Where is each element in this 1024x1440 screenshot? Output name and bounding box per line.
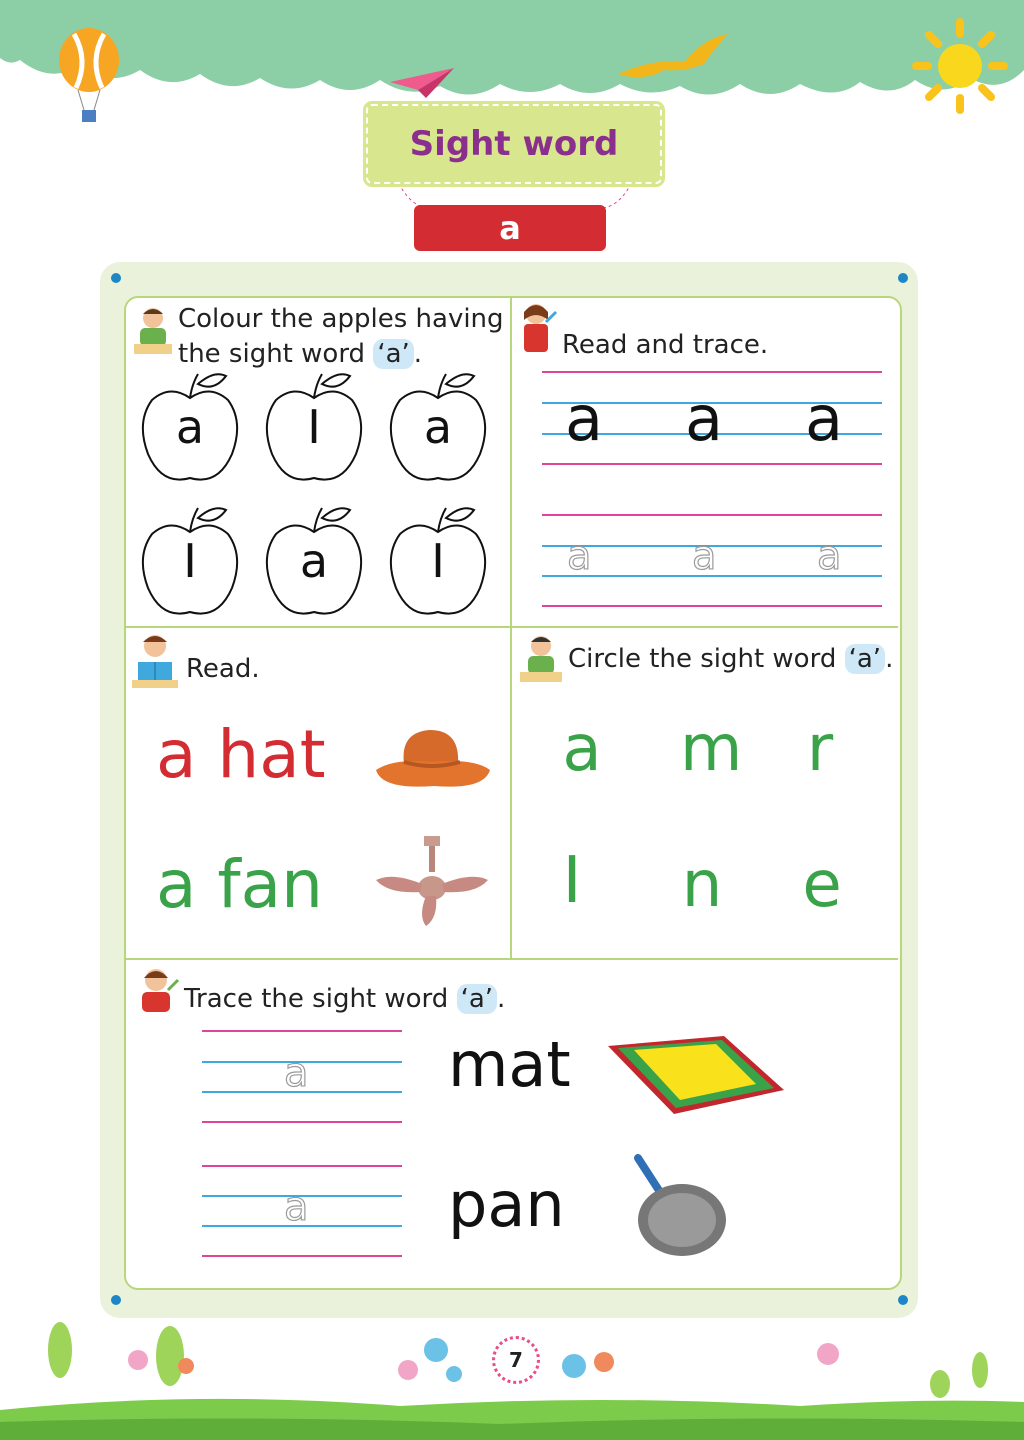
bird-icon	[614, 28, 734, 88]
instruction-text: the sight word	[178, 339, 374, 369]
instruction-text: .	[885, 644, 894, 674]
circle-letter[interactable]: I	[562, 844, 582, 918]
apple-outline[interactable]	[388, 504, 488, 624]
frying-pan-icon	[626, 1150, 730, 1262]
circle-letter[interactable]: a	[562, 712, 602, 786]
paper-plane-icon	[388, 62, 458, 102]
hot-air-balloon-icon	[54, 26, 124, 126]
divider	[510, 298, 512, 958]
highlighted-word: ‘a’	[373, 339, 413, 369]
highlighted-word: ‘a’	[845, 644, 885, 674]
model-letter: a	[685, 382, 723, 455]
word-pan: pan	[448, 1168, 565, 1241]
guide-line-bottom	[542, 463, 882, 465]
page-title: Sight word	[409, 124, 619, 164]
divider	[126, 626, 898, 628]
circle-instruction	[568, 642, 893, 677]
girl-pencil-icon	[518, 302, 558, 354]
instruction-text: Trace the sight word	[184, 984, 457, 1014]
trace-letter[interactable]: a	[817, 533, 842, 579]
model-letter: a	[565, 382, 603, 455]
apple-outline[interactable]	[264, 370, 364, 490]
title-banner	[366, 104, 662, 184]
apple-letter: I	[307, 400, 321, 454]
apple-letter: a	[175, 400, 205, 454]
page-number: 7	[492, 1336, 540, 1384]
guide-line-top	[202, 1030, 402, 1032]
guide-line-bottom	[202, 1121, 402, 1123]
trace-letter[interactable]: a	[692, 533, 717, 579]
header-cloud-banner	[0, 0, 1024, 110]
instruction-text: .	[413, 339, 423, 369]
ceiling-fan-icon	[372, 836, 492, 928]
highlighted-word: ‘a’	[457, 984, 497, 1014]
hat-icon	[374, 724, 492, 794]
guide-line-top	[202, 1165, 402, 1167]
divider	[126, 958, 898, 960]
guide-line-top	[542, 514, 882, 516]
sight-word: a	[499, 209, 521, 247]
trace-word-instruction	[184, 982, 505, 1017]
apple-outline[interactable]	[388, 370, 488, 490]
instruction-text: .	[497, 984, 506, 1014]
corner-dot	[111, 1295, 121, 1305]
circle-letter[interactable]: r	[806, 712, 834, 786]
trace-letter[interactable]: a	[284, 1050, 309, 1096]
phrase-a-hat: a hat	[156, 716, 326, 793]
trace-letter[interactable]: a	[284, 1184, 309, 1230]
circle-letter[interactable]: e	[802, 848, 842, 922]
instruction-line: Colour the apples having	[178, 304, 504, 334]
model-letter: a	[805, 382, 843, 455]
corner-dot	[898, 1295, 908, 1305]
guide-line-bottom	[202, 1255, 402, 1257]
kid-writing-icon	[132, 306, 174, 358]
apple-outline[interactable]	[140, 504, 240, 624]
instruction-line	[178, 337, 508, 372]
trace-letter[interactable]: a	[567, 533, 592, 579]
apple-outline[interactable]	[264, 504, 364, 624]
boy-reading-icon	[132, 632, 178, 688]
corner-dot	[111, 273, 121, 283]
read-instruction: Read.	[186, 654, 260, 684]
apple-letter: a	[299, 534, 329, 588]
instruction-text: Circle the sight word	[568, 644, 845, 674]
circle-letter[interactable]: n	[681, 848, 723, 922]
guide-line-top	[542, 371, 882, 373]
apple-letter: a	[423, 400, 453, 454]
apple-outline[interactable]	[140, 370, 240, 490]
phrase-a-fan: a fan	[156, 846, 323, 923]
kid-writing-icon	[518, 634, 564, 686]
mat-icon	[604, 1034, 786, 1116]
word-mat: mat	[448, 1028, 571, 1101]
circle-letter[interactable]: m	[680, 712, 743, 786]
sight-word-plate	[414, 205, 606, 251]
apple-letter: I	[431, 534, 445, 588]
corner-dot	[898, 273, 908, 283]
guide-line-bottom	[542, 605, 882, 607]
apple-letter: I	[183, 534, 197, 588]
read-trace-instruction: Read and trace.	[562, 330, 769, 360]
sun-icon	[912, 18, 1008, 114]
girl-pencil-icon	[136, 966, 180, 1014]
worksheet-panel	[124, 296, 902, 1290]
colour-instruction	[178, 302, 508, 372]
